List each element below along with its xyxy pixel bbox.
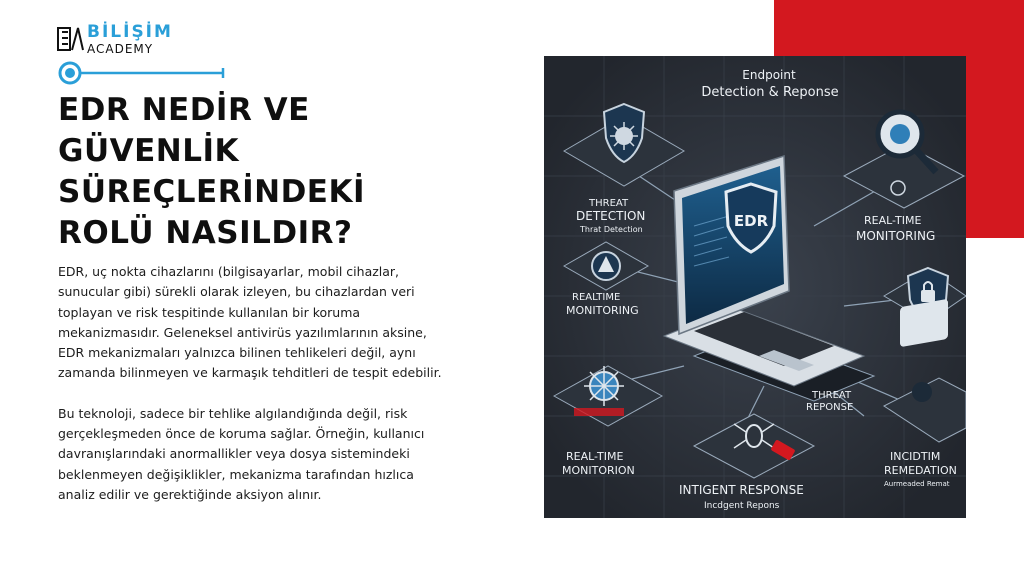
label-realtime-right-2: MONITORING <box>856 229 936 243</box>
label-intigent-response: INTIGENT RESPONSE <box>679 483 804 497</box>
label-realtime-bottom-2: MONITORION <box>562 464 635 477</box>
paragraph-2: Bu teknoloji, sadece bir tehlike algılandığında değil, risk gerçekleşmeden önce de koruma sağlar. Örneğin, kullanıcı davranışlarındaki anormallikler veya dosya sistemindeki beklenmeyen değişiklikler, mekanizma tarafından hızlıca analiz edilir ve gerektiğinde aksiyon alınır. <box>58 405 425 502</box>
illus-heading-2: Detection & Reponse <box>701 85 839 100</box>
label-threat-detection-sub: Thrat Detection <box>580 225 643 234</box>
label-realtime-left-2: MONITORING <box>566 304 639 317</box>
laptop-badge: EDR <box>733 212 769 230</box>
label-threat-detection-1: THREAT <box>589 198 629 209</box>
label-incident-sub: Aurmeaded Remat <box>884 480 950 488</box>
article-body <box>58 262 450 525</box>
lock-icon <box>921 290 935 302</box>
illus-heading-1: Endpoint <box>742 68 796 82</box>
virus-icon <box>610 122 638 150</box>
label-incident-2: REMEDATION <box>884 464 957 477</box>
edr-illustration <box>544 56 966 518</box>
brand-logo[interactable] <box>56 22 186 82</box>
label-intigent-sub: Incdgent Repons <box>704 501 780 511</box>
window-icon <box>900 299 948 347</box>
logo-mark-icon <box>56 24 84 52</box>
label-realtime-left-1: REALTIME <box>572 292 621 303</box>
page-title: EDR NEDİR VE GÜVENLİK SÜREÇLERİNDEKİ ROLÜ NASILDIR? <box>58 92 366 251</box>
label-threat-response-1: THREAT <box>812 390 852 401</box>
brand-name-bottom: ACADEMY <box>87 42 154 56</box>
label-threat-detection-2: DETECTION <box>576 209 646 223</box>
label-realtime-right-1: REAL-TIME <box>864 214 922 227</box>
brand-name-top: BİLİŞİM <box>87 22 173 42</box>
label-realtime-bottom-1: REAL-TIME <box>566 450 624 463</box>
label-threat-response-2: REPONSE <box>806 402 854 413</box>
key-icon <box>58 60 228 86</box>
label-incident-1: INCIDTIM <box>890 450 941 463</box>
paragraph-1: EDR, uç nokta cihazlarını (bilgisayarlar, mobil cihazlar, sunucular gibi) sürekli olarak izleyen, bu cihazlardan veri toplayan ve risk tespitinde kullanılan bir koruma mekanizmasıdır. Geleneksel antivirüs yazılımlarının aksine, EDR mekanizmaları yalnızca bilinen tehlikeleri değil, aynı zamanda bilinmeyen ve karmaşık tehditleri de tespit edebilir. <box>58 264 442 381</box>
